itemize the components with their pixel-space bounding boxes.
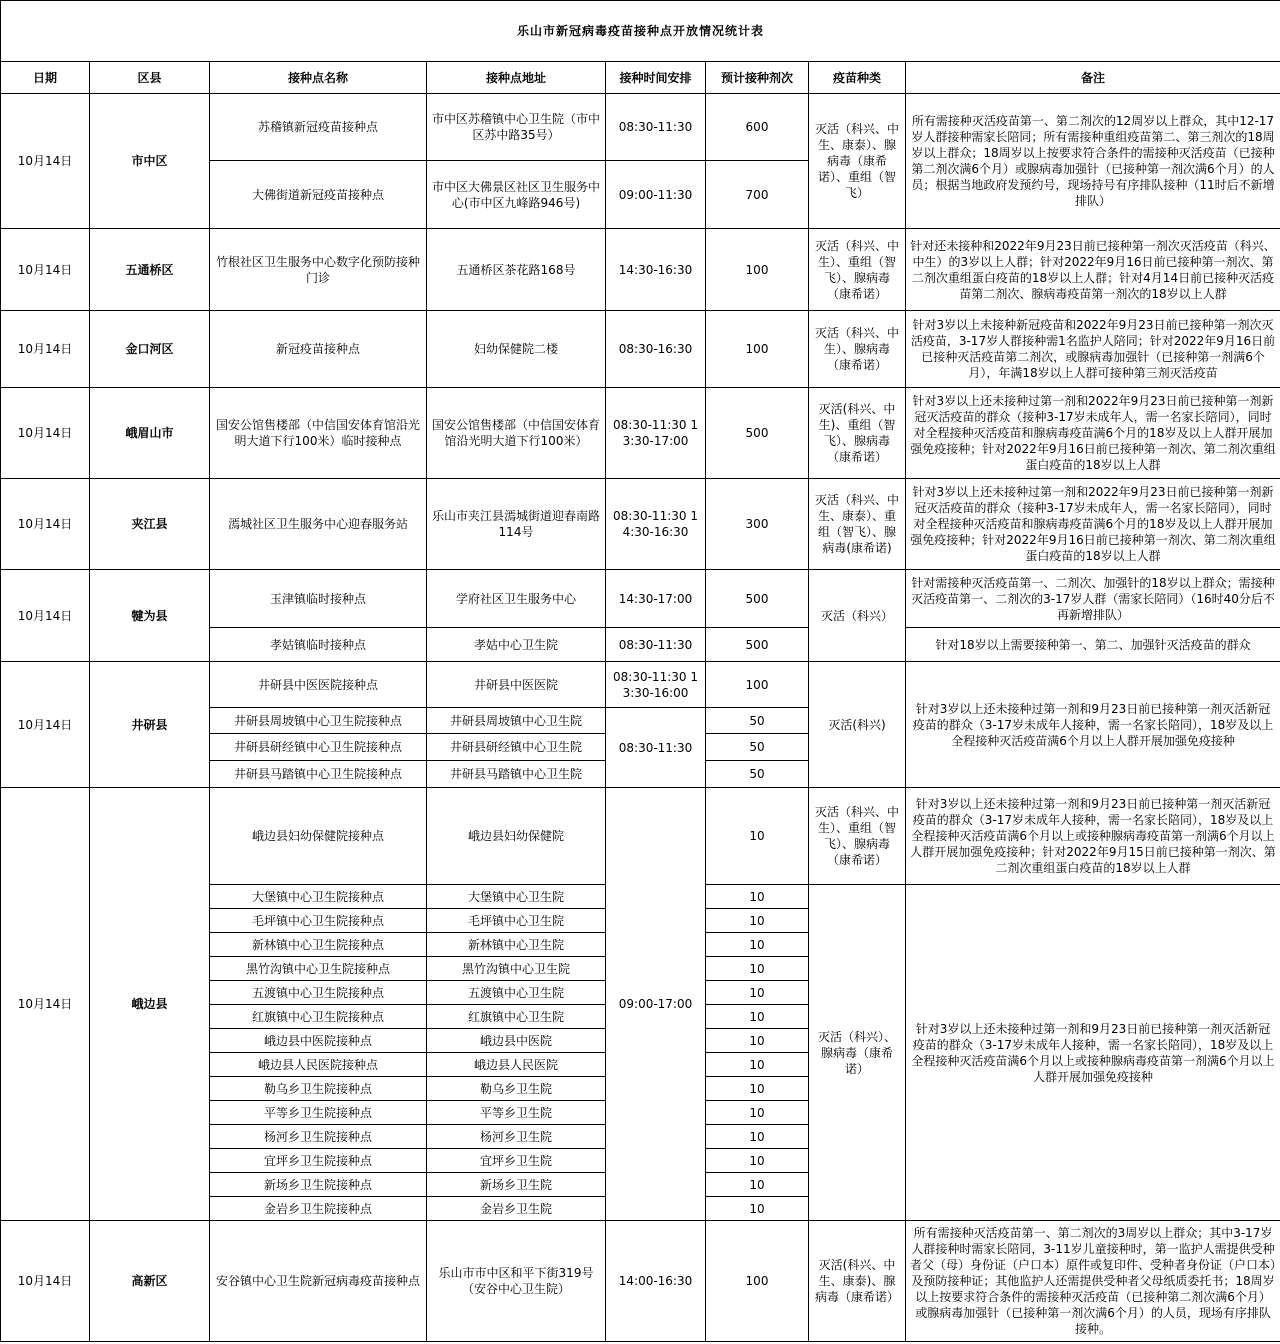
vaccine-type-cell: 灭活（科兴、中生）、重组（智飞）、腺病毒（康希诺） xyxy=(809,229,906,311)
site-address-cell: 毛坪镇中心卫生院 xyxy=(427,909,606,933)
district-cell: 市中区 xyxy=(90,94,210,229)
site-name-cell: 井研县马踏镇中心卫生院接种点 xyxy=(210,761,427,788)
site-address-cell: 乐山市市中区和平下街319号（安谷中心卫生院） xyxy=(427,1221,606,1342)
site-address-cell: 市中区大佛景区社区卫生服务中心(市中区九峰路946号) xyxy=(427,161,606,229)
vaccine-type-cell: 灭活（科兴、中生、康泰）、腺病毒（康希诺）、重组（智飞） xyxy=(809,94,906,229)
site-address-cell: 市中区苏稽镇中心卫生院（市中区苏中路35号） xyxy=(427,94,606,161)
site-name-cell: 大堡镇中心卫生院接种点 xyxy=(210,885,427,909)
header-doses: 预计接种剂次 xyxy=(706,62,809,94)
vaccine-type-cell: 灭活(科兴) xyxy=(809,662,906,788)
time-cell: 08:30-11:30 13:30-17:00 xyxy=(606,388,706,479)
table-row xyxy=(1,479,1280,570)
table-row xyxy=(1,788,1280,885)
doses-cell: 10 xyxy=(706,981,809,1005)
site-address-cell: 学府社区卫生服务中心 xyxy=(427,570,606,628)
site-name-cell: 大佛街道新冠疫苗接种点 xyxy=(210,161,427,229)
doses-cell: 10 xyxy=(706,788,809,885)
doses-cell: 10 xyxy=(706,1149,809,1173)
site-name-cell: 五渡镇中心卫生院接种点 xyxy=(210,981,427,1005)
header-site-address: 接种点地址 xyxy=(427,62,606,94)
site-address-cell: 平等乡卫生院 xyxy=(427,1101,606,1125)
site-address-cell: 黑竹沟镇中心卫生院 xyxy=(427,957,606,981)
doses-cell: 300 xyxy=(706,479,809,570)
vaccine-type-cell: 灭活（科兴、中生、康泰）、重组（智飞）、腺病毒(康希诺) xyxy=(809,479,906,570)
date-cell: 10月14日 xyxy=(1,311,90,388)
table-row xyxy=(1,388,1280,479)
remarks-cell: 针对18岁以上需要接种第一、第二、加强针灭活疫苗的群众 xyxy=(906,628,1280,662)
site-address-cell: 大堡镇中心卫生院 xyxy=(427,885,606,909)
site-address-cell: 峨边县中医院 xyxy=(427,1029,606,1053)
remarks-cell: 针对3岁以上还未接种过第一剂和9月23日前已接种第一剂灭活新冠疫苗的群众（3-17岁未成年人接种，需一名家长陪同），18岁及以上全程接种灭活疫苗满6个月以上或接种腺病毒疫苗第一剂满6个月以上人群开展加强免疫接种；针对2022年9月15日前已接种第一剂次、第二剂次重组蛋白疫苗的18岁以上人群 xyxy=(906,788,1280,885)
doses-cell: 500 xyxy=(706,570,809,628)
site-name-cell: 苏稽镇新冠疫苗接种点 xyxy=(210,94,427,161)
doses-cell: 10 xyxy=(706,1101,809,1125)
vaccine-type-cell: 灭活(科兴、中生、康泰)、腺病毒（康希诺） xyxy=(809,1221,906,1342)
header-district: 区县 xyxy=(90,62,210,94)
vaccine-type-cell: 灭活（科兴、中生）、腺病毒（康希诺） xyxy=(809,311,906,388)
site-name-cell: 竹根社区卫生服务中心数字化预防接种门诊 xyxy=(210,229,427,311)
time-cell: 08:30-11:30 13:30-16:00 xyxy=(606,662,706,708)
time-cell: 08:30-11:30 xyxy=(606,708,706,788)
site-name-cell: 玉津镇临时接种点 xyxy=(210,570,427,628)
site-name-cell: 宜坪乡卫生院接种点 xyxy=(210,1149,427,1173)
vaccine-type-cell: 灭活（科兴）、腺病毒（康希诺） xyxy=(809,885,906,1221)
district-cell: 夹江县 xyxy=(90,479,210,570)
site-name-cell: 平等乡卫生院接种点 xyxy=(210,1101,427,1125)
district-cell: 金口河区 xyxy=(90,311,210,388)
doses-cell: 50 xyxy=(706,734,809,761)
header-vaccine-type: 疫苗种类 xyxy=(809,62,906,94)
site-name-cell: 杨河乡卫生院接种点 xyxy=(210,1125,427,1149)
date-cell: 10月14日 xyxy=(1,479,90,570)
vaccine-type-cell: 灭活（科兴） xyxy=(809,570,906,662)
doses-cell: 10 xyxy=(706,1173,809,1197)
site-address-cell: 乐山市夹江县漹城街道迎春南路114号 xyxy=(427,479,606,570)
table-row xyxy=(1,570,1280,628)
site-address-cell: 新场乡卫生院 xyxy=(427,1173,606,1197)
remarks-cell: 针对3岁以上还未接种过第一剂和9月23日前已接种第一剂灭活新冠疫苗的群众（3-17岁未成年人接种，需一名家长陪同），18岁及以上全程接种灭活疫苗满6个月以上或接种腺病毒疫苗第一剂满6个月以上人群开展加强免疫接种 xyxy=(906,885,1280,1221)
doses-cell: 700 xyxy=(706,161,809,229)
header-site-name: 接种点名称 xyxy=(210,62,427,94)
site-address-cell: 妇幼保健院二楼 xyxy=(427,311,606,388)
doses-cell: 100 xyxy=(706,311,809,388)
date-cell: 10月14日 xyxy=(1,388,90,479)
site-name-cell: 勒乌乡卫生院接种点 xyxy=(210,1077,427,1101)
site-name-cell: 毛坪镇中心卫生院接种点 xyxy=(210,909,427,933)
remarks-cell: 针对3岁以上还未接种过第一剂和9月23日前已接种第一剂灭活新冠疫苗的群众（3-17岁未成年人接种，需一名家长陪同），18岁及以上全程接种灭活疫苗满6个月以上人群开展加强免疫接种 xyxy=(906,662,1280,788)
time-cell: 08:30-16:30 xyxy=(606,311,706,388)
doses-cell: 500 xyxy=(706,388,809,479)
site-address-cell: 峨边县妇幼保健院 xyxy=(427,788,606,885)
site-name-cell: 井研县研经镇中心卫生院接种点 xyxy=(210,734,427,761)
table-row xyxy=(1,662,1280,708)
site-name-cell: 漹城社区卫生服务中心迎春服务站 xyxy=(210,479,427,570)
doses-cell: 10 xyxy=(706,957,809,981)
date-cell: 10月14日 xyxy=(1,662,90,788)
site-name-cell: 峨边县中医院接种点 xyxy=(210,1029,427,1053)
district-cell: 高新区 xyxy=(90,1221,210,1342)
date-cell: 10月14日 xyxy=(1,1221,90,1342)
time-cell: 09:00-17:00 xyxy=(606,788,706,1221)
doses-cell: 10 xyxy=(706,1077,809,1101)
doses-cell: 600 xyxy=(706,94,809,161)
remarks-cell: 针对需接种灭活疫苗第一、二剂次、加强针的18岁以上群众；需接种灭活疫苗第一、二剂次的3-17岁人群（需家长陪同）（16时40分后不再新增排队） xyxy=(906,570,1280,628)
table-title: 乐山市新冠病毒疫苗接种点开放情况统计表 xyxy=(1,1,1280,62)
date-cell: 10月14日 xyxy=(1,94,90,229)
time-cell: 08:30-11:30 14:30-16:30 xyxy=(606,479,706,570)
header-date: 日期 xyxy=(1,62,90,94)
site-address-cell: 五渡镇中心卫生院 xyxy=(427,981,606,1005)
time-cell: 08:30-11:30 xyxy=(606,94,706,161)
table-row xyxy=(1,311,1280,388)
district-cell: 井研县 xyxy=(90,662,210,788)
district-cell: 峨眉山市 xyxy=(90,388,210,479)
site-name-cell: 峨边县妇幼保健院接种点 xyxy=(210,788,427,885)
doses-cell: 10 xyxy=(706,1053,809,1077)
site-address-cell: 五通桥区茶花路168号 xyxy=(427,229,606,311)
time-cell: 14:30-17:00 xyxy=(606,570,706,628)
doses-cell: 10 xyxy=(706,933,809,957)
site-name-cell: 红旗镇中心卫生院接种点 xyxy=(210,1005,427,1029)
site-address-cell: 孝姑中心卫生院 xyxy=(427,628,606,662)
doses-cell: 100 xyxy=(706,1221,809,1342)
site-name-cell: 新林镇中心卫生院接种点 xyxy=(210,933,427,957)
remarks-cell: 针对3岁以上还未接种过第一剂和2022年9月23日前已接种第一剂新冠灭活疫苗的群众（接种3-17岁未成年人，需一名家长陪同），同时对全程接种灭活疫苗和腺病毒疫苗满6个月的18岁及以上人群开展加强免疫接种；针对2022年9月16日前已接种第一剂次、第二剂次重组蛋白疫苗的18岁以上人群 xyxy=(906,479,1280,570)
header-row xyxy=(1,62,1280,94)
time-cell: 09:00-11:30 xyxy=(606,161,706,229)
site-name-cell: 孝姑镇临时接种点 xyxy=(210,628,427,662)
doses-cell: 10 xyxy=(706,1197,809,1221)
doses-cell: 10 xyxy=(706,1029,809,1053)
district-cell: 犍为县 xyxy=(90,570,210,662)
table-row xyxy=(1,1221,1280,1342)
vaccine-type-cell: 灭活（科兴、中生）、重组（智飞）、腺病毒（康希诺） xyxy=(809,788,906,885)
vaccine-type-cell: 灭活(科兴、中生)、重组（智飞）、腺病毒（康希诺） xyxy=(809,388,906,479)
site-address-cell: 红旗镇中心卫生院 xyxy=(427,1005,606,1029)
doses-cell: 10 xyxy=(706,1005,809,1029)
site-name-cell: 安谷镇中心卫生院新冠病毒疫苗接种点 xyxy=(210,1221,427,1342)
site-address-cell: 井研县马踏镇中心卫生院 xyxy=(427,761,606,788)
date-cell: 10月14日 xyxy=(1,229,90,311)
table-row xyxy=(1,229,1280,311)
site-address-cell: 宜坪乡卫生院 xyxy=(427,1149,606,1173)
site-name-cell: 黑竹沟镇中心卫生院接种点 xyxy=(210,957,427,981)
site-address-cell: 井研县周坡镇中心卫生院 xyxy=(427,708,606,734)
time-cell: 14:00-16:30 xyxy=(606,1221,706,1342)
remarks-cell: 所有需接种灭活疫苗第一、第二剂次的12周岁以上群众，其中12-17岁人群接种需家长陪同；所有需接种重组疫苗第二、第三剂次的18周岁以上群众；18周岁以上按要求符合条件的需接种灭活疫苗（已接种第二剂次满6个月）或腺病毒加强针（已接种第一剂次满6个月）的人员；根据当地政府发预约号，现场持号有序排队接种（11时后不新增排队） xyxy=(906,94,1280,229)
site-name-cell: 井研县周坡镇中心卫生院接种点 xyxy=(210,708,427,734)
table-row xyxy=(1,94,1280,161)
site-name-cell: 金岩乡卫生院接种点 xyxy=(210,1197,427,1221)
site-address-cell: 井研县中医医院 xyxy=(427,662,606,708)
district-cell: 五通桥区 xyxy=(90,229,210,311)
remarks-cell: 所有需接种灭活疫苗第一、第二剂次的3周岁以上群众；其中3-17岁人群接种时需家长陪同，3-11岁儿童接种时，第一监护人需提供受种者父（母）身份证（户口本）原件或复印件、受种者身份证（户口本）及预防接种证；其他监护人还需提供受种者父母纸质委托书；18周岁以上按要求符合条件的需接种灭活疫苗（已接种第二剂次满6个月）或腺病毒加强针（已接种第一剂次满6个月）的人员，现场有序排队接种。 xyxy=(906,1221,1280,1342)
remarks-cell: 针对3岁以上还未接种过第一剂和2022年9月23日前已接种第一剂新冠灭活疫苗的群众（接种3-17岁未成年人，需一名家长陪同），同时对全程接种灭活疫苗和腺病毒疫苗满6个月的18岁及以上人群开展加强免疫接种；针对2022年9月16日前已接种第一剂次、第二剂次重组蛋白疫苗的18岁以上人群 xyxy=(906,388,1280,479)
time-cell: 14:30-16:30 xyxy=(606,229,706,311)
site-address-cell: 杨河乡卫生院 xyxy=(427,1125,606,1149)
site-name-cell: 井研县中医医院接种点 xyxy=(210,662,427,708)
site-name-cell: 峨边县人民医院接种点 xyxy=(210,1053,427,1077)
date-cell: 10月14日 xyxy=(1,788,90,1221)
doses-cell: 10 xyxy=(706,1125,809,1149)
district-cell: 峨边县 xyxy=(90,788,210,1221)
site-name-cell: 国安公馆售楼部（中信国安体育馆沿光明大道下行100米）临时接种点 xyxy=(210,388,427,479)
doses-cell: 500 xyxy=(706,628,809,662)
header-time: 接种时间安排 xyxy=(606,62,706,94)
remarks-cell: 针对3岁以上未接种新冠疫苗和2022年9月23日前已接种第一剂次灭活疫苗，3-17岁人群接种需1名监护人陪同；针对2022年9月16日前已接种灭活疫苗第二剂次，或腺病毒加强针（已接种第一剂满6个月），年满18岁以上人群可接种第三剂灭活疫苗 xyxy=(906,311,1280,388)
site-address-cell: 国安公馆售楼部（中信国安体育馆沿光明大道下行100米） xyxy=(427,388,606,479)
site-address-cell: 峨边县人民医院 xyxy=(427,1053,606,1077)
site-address-cell: 勒乌乡卫生院 xyxy=(427,1077,606,1101)
remarks-cell: 针对还未接种和2022年9月23日前已接种第一剂次灭活疫苗（科兴、中生）的3岁以上人群；针对2022年9月16日前已接种第一剂次、第二剂次重组蛋白疫苗的18岁以上人群；针对4月14日前已接种灭活疫苗第二剂次、腺病毒疫苗第一剂次的18岁以上人群 xyxy=(906,229,1280,311)
doses-cell: 10 xyxy=(706,885,809,909)
doses-cell: 10 xyxy=(706,909,809,933)
doses-cell: 100 xyxy=(706,662,809,708)
time-cell: 08:30-11:30 xyxy=(606,628,706,662)
header-remarks: 备注 xyxy=(906,62,1280,94)
doses-cell: 50 xyxy=(706,761,809,788)
doses-cell: 50 xyxy=(706,708,809,734)
site-address-cell: 井研县研经镇中心卫生院 xyxy=(427,734,606,761)
date-cell: 10月14日 xyxy=(1,570,90,662)
site-address-cell: 金岩乡卫生院 xyxy=(427,1197,606,1221)
site-address-cell: 新林镇中心卫生院 xyxy=(427,933,606,957)
site-name-cell: 新冠疫苗接种点 xyxy=(210,311,427,388)
site-name-cell: 新场乡卫生院接种点 xyxy=(210,1173,427,1197)
doses-cell: 100 xyxy=(706,229,809,311)
